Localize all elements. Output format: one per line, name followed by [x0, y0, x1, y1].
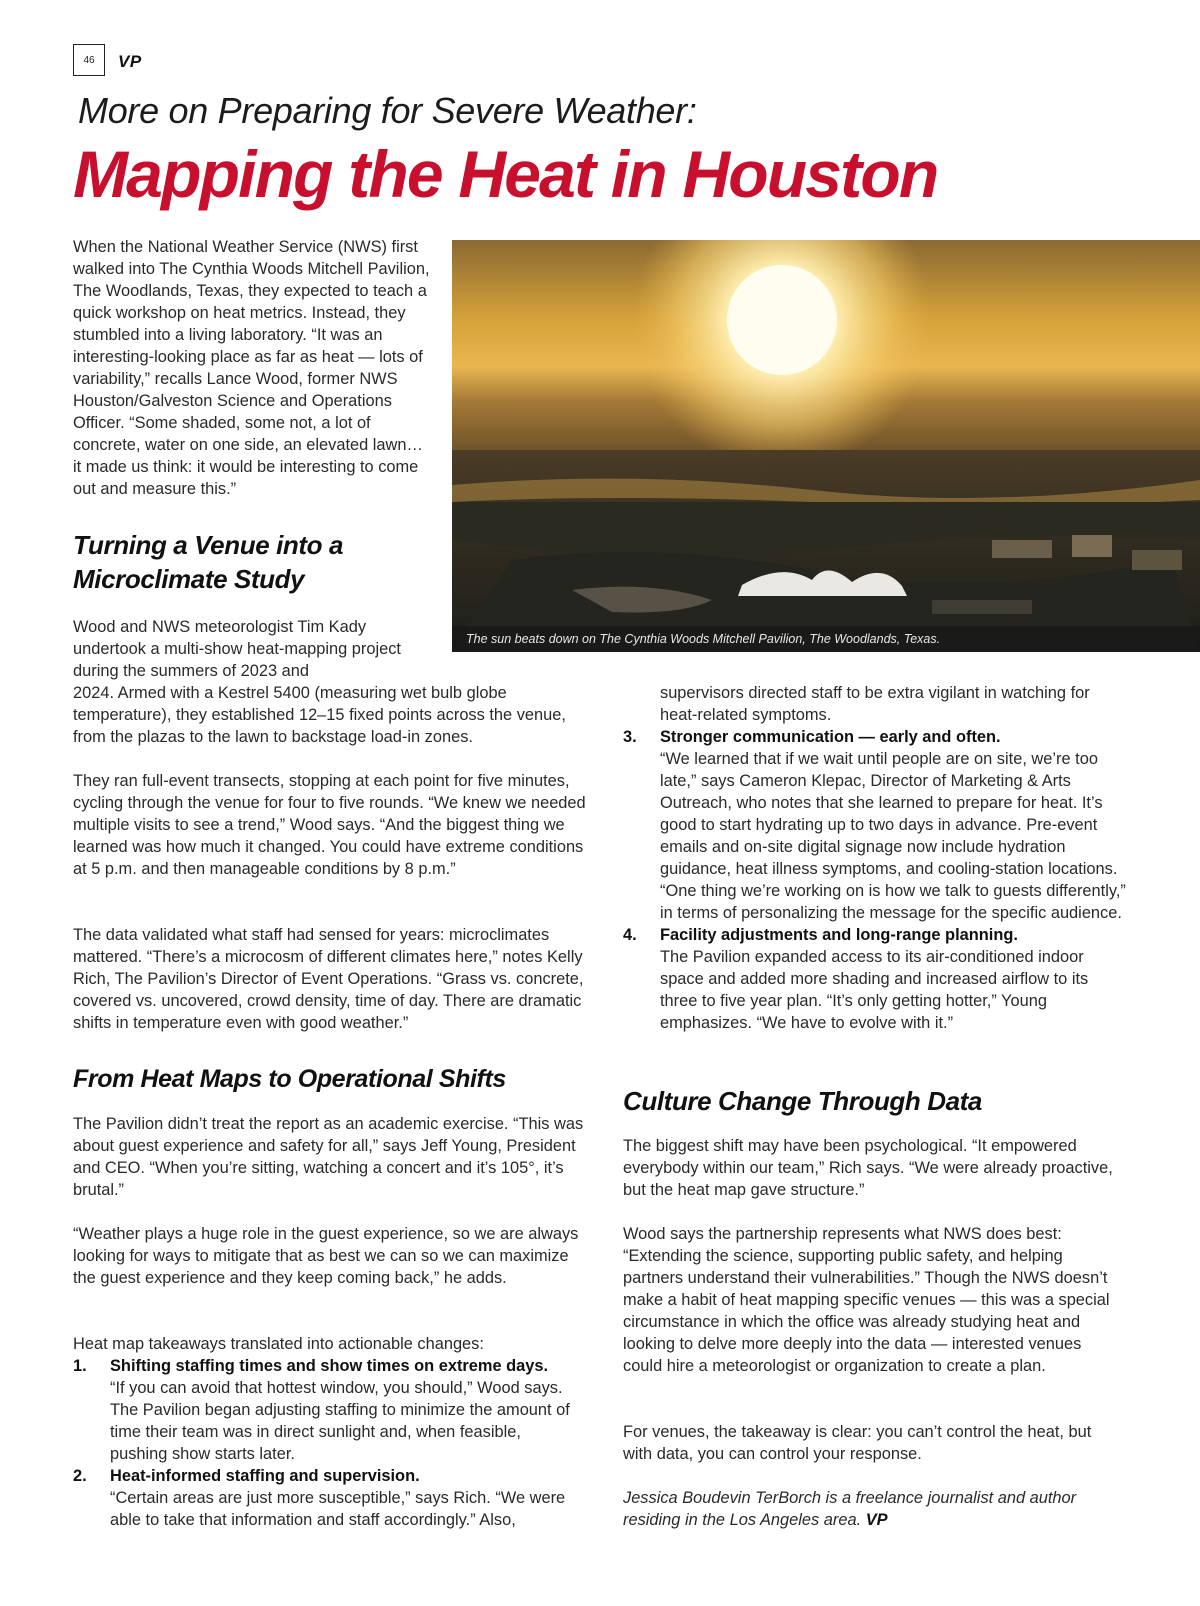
list-item	[73, 1355, 573, 1465]
list-item-heading: Facility adjustments and long-range planning.	[660, 926, 1018, 944]
list-item	[623, 726, 1130, 924]
section1-paragraph1-part1: Wood and NWS meteorologist Tim Kady undertook a multi-show heat-mapping project during the summers of 2023 and	[73, 618, 401, 680]
author-bio-text: Jessica Boudevin TerBorch is a freelance journalist and author residing in the Los Angeles area.	[623, 1489, 1077, 1529]
list-item-heading: Stronger communication — early and often.	[660, 728, 1001, 746]
pavilion-sunset-photo	[452, 240, 1200, 652]
list-item	[623, 924, 1130, 1034]
section-title-operational: From Heat Maps to Operational Shifts	[73, 1065, 506, 1093]
magazine-logo: VP	[118, 52, 142, 71]
section-title-culture: Culture Change Through Data	[623, 1086, 982, 1116]
section1-paragraph2: They ran full-event transects, stopping at each point for five minutes, cycling through the venue for four to five rounds. “We knew we needed multiple visits to see a trend,” Wood says. “And the biggest thing we learned was how much it changed. You could have extreme conditions at 5 p.m. and then manageable conditions by 8 p.m.”	[73, 772, 586, 878]
end-mark-logo: VP	[865, 1511, 888, 1529]
section-title-line: Turning a Venue into a	[73, 530, 344, 560]
photo-caption: The sun beats down on The Cynthia Woods Mitchell Pavilion, The Woodlands, Texas.	[452, 626, 1200, 652]
list-item-number: 1.	[73, 1357, 87, 1375]
list-item-body: “We learned that if we wait until people are on site, we’re too late,” says Cameron Klepac, Director of Marketing & Arts Outreach, who notes that she learned to prepare for heat. It’s good to start hydrating up to two days in advance. Pre-event emails and on-site digital signage now include hydration guidance, heat illness symptoms, and cooling-station locations. “One thing we’re working on is how we talk to guests differently,” in terms of personalizing the message for the specific audience.	[660, 750, 1126, 922]
list-item-body: “Certain areas are just more susceptible,” says Rich. “We were able to take that information and staff accordingly.” Also,	[110, 1489, 566, 1529]
author-bio	[623, 1487, 1123, 1531]
list-intro: Heat map takeaways translated into actionable changes:	[73, 1335, 484, 1353]
section3-paragraph2: Wood says the partnership represents what NWS does best: “Extending the science, supporting public safety, and helping partners understand their vulnerabilities.” Though the NWS doesn’t make a habit of heat mapping specific venues — this was a special circumstance in which the office was already studying heat and looking to delve more deeply into the data — interested venues could hire a meteorologist or organization to create a plan.	[623, 1225, 1110, 1375]
section2-paragraph1: The Pavilion didn’t treat the report as an academic exercise. “This was about guest experience and safety for all,” says Jeff Young, President and CEO. “When you’re sitting, watching a concert and it’s 105°, it’s brutal.”	[73, 1115, 584, 1199]
section1-paragraph1-part2: 2024. Armed with a Kestrel 5400 (measuring wet bulb globe temperature), they established 12–15 fixed points across the venue, from the plazas to the lawn to backstage load-in zones.	[73, 684, 566, 746]
list-item	[73, 1465, 573, 1531]
list-item-number: 3.	[623, 728, 637, 746]
takeaways-list-right	[623, 726, 1130, 1034]
list-item-number: 4.	[623, 926, 637, 944]
list-item-body: “If you can avoid that hottest window, you should,” Wood says. The Pavilion began adjusting staffing to minimize the amount of time their team was in direct sunlight and, when feasible, pushing show starts later.	[110, 1379, 570, 1463]
section1-paragraph3: The data validated what staff had sensed for years: microclimates mattered. “There’s a microcosm of different climates here,” notes Kelly Rich, The Pavilion’s Director of Event Operations. “Grass vs. concrete, covered vs. uncovered, crowd density, time of day. There are dramatic shifts in temperature even with good weather.”	[73, 926, 584, 1032]
article-kicker: More on Preparing for Severe Weather:	[78, 90, 697, 131]
section3-paragraph3: For venues, the takeaway is clear: you can’t control the heat, but with data, you can control your response.	[623, 1423, 1092, 1463]
list-item-heading: Shifting staffing times and show times on extreme days.	[110, 1357, 549, 1375]
list-item-number: 2.	[73, 1467, 87, 1485]
article-headline: Mapping the Heat in Houston	[73, 137, 938, 211]
section2-paragraph2: “Weather plays a huge role in the guest experience, so we are always looking for ways to mitigate that as best we can so we can maximize the guest experience and they keep coming back,” he adds.	[73, 1225, 579, 1287]
section-title-line: Microclimate Study	[73, 564, 305, 594]
takeaways-list-left	[73, 1355, 573, 1531]
page-number: 46	[73, 44, 105, 76]
section-title-microclimate	[73, 528, 433, 596]
section3-paragraph1: The biggest shift may have been psychological. “It empowered everybody within our team,” Rich says. “We were already proactive, but the heat map gave structure.”	[623, 1137, 1113, 1199]
intro-paragraph: When the National Weather Service (NWS) first walked into The Cynthia Woods Mitchell Pavilion, The Woodlands, Texas, they expected to teach a quick workshop on heat metrics. Instead, they stumbled into a living laboratory. “It was an interesting-looking place as far as heat — lots of variability,” recalls Lance Wood, former NWS Houston/Galveston Science and Operations Officer. “Some shaded, some not, a lot of concrete, water on one side, an elevated lawn… it made us think: it would be interesting to come out and measure this.”	[73, 238, 430, 498]
list-item-body: The Pavilion expanded access to its air-conditioned indoor space and added more shading and increased airflow to its three to five year plan. “It’s only getting hotter,” Young emphasizes. “We have to evolve with it.”	[660, 948, 1089, 1032]
list-item-2-continued: supervisors directed staff to be extra vigilant in watching for heat-related symptoms.	[660, 684, 1090, 724]
list-item-heading: Heat-informed staffing and supervision.	[110, 1467, 420, 1485]
